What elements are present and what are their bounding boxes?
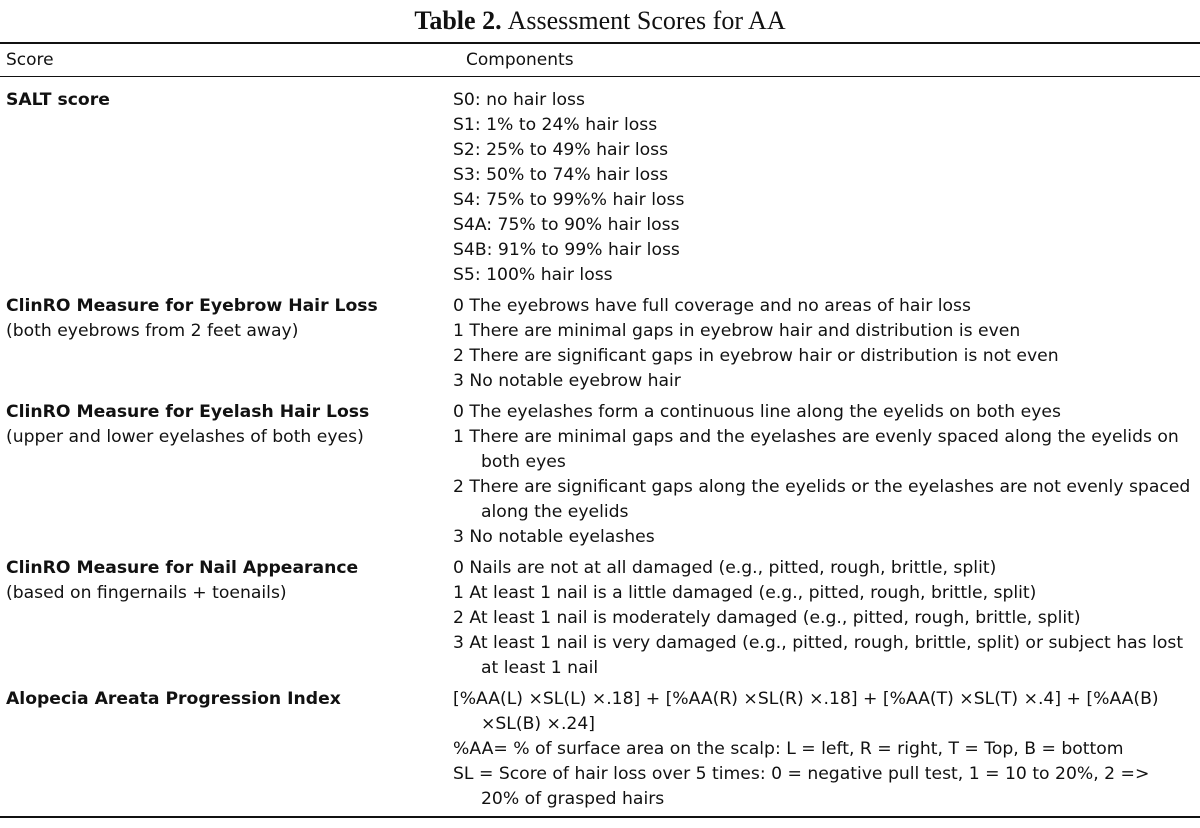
table-title bbox=[0, 0, 1200, 36]
score-subtitle: (both eyebrows from 2 feet away) bbox=[6, 321, 299, 341]
component-item: S3: 50% to 74% hair loss bbox=[453, 165, 669, 185]
score-cell bbox=[0, 687, 453, 812]
component-item: [%AA(L) ×SL(L) ×.18] + [%AA(R) ×SL(R) ×.18] + [%AA(T) ×SL(T) ×.4] + [%AA(B) ×SL(B) ×.24] bbox=[453, 689, 1159, 734]
components-cell bbox=[453, 400, 1191, 550]
header-rule bbox=[0, 76, 1200, 77]
component-item: S5: 100% hair loss bbox=[453, 265, 613, 285]
score-name: Alopecia Areata Progression Index bbox=[6, 689, 341, 709]
component-item: 3 No notable eyebrow hair bbox=[453, 371, 681, 391]
score-name: ClinRO Measure for Eyebrow Hair Loss bbox=[6, 296, 378, 316]
bottom-rule bbox=[0, 816, 1200, 818]
component-item: 1 There are minimal gaps and the eyelashes are evenly spaced along the eyelids on both eyes bbox=[453, 427, 1179, 472]
score-name: ClinRO Measure for Nail Appearance bbox=[6, 558, 359, 578]
score-cell bbox=[0, 556, 453, 681]
score-name: ClinRO Measure for Eyelash Hair Loss bbox=[6, 402, 370, 422]
table-row bbox=[0, 294, 1200, 394]
component-item: S4A: 75% to 90% hair loss bbox=[453, 215, 680, 235]
column-header-components: Components bbox=[466, 50, 574, 70]
table-number: Table 2. bbox=[414, 6, 502, 35]
component-item: S4B: 91% to 99% hair loss bbox=[453, 240, 680, 260]
component-item: %AA= % of surface area on the scalp: L = left, R = right, T = Top, B = bottom bbox=[453, 739, 1124, 759]
table-row bbox=[0, 400, 1200, 550]
table-caption: Assessment Scores for AA bbox=[507, 6, 786, 35]
components-cell bbox=[453, 294, 1191, 394]
score-cell bbox=[0, 88, 453, 288]
component-item: SL = Score of hair loss over 5 times: 0 = negative pull test, 1 = 10 to 20%, 2 => 20% of grasped hairs bbox=[453, 764, 1150, 809]
components-cell bbox=[453, 687, 1191, 812]
component-item: 2 There are significant gaps along the eyelids or the eyelashes are not evenly spaced along the eyelids bbox=[453, 477, 1191, 522]
component-item: 0 The eyebrows have full coverage and no areas of hair loss bbox=[453, 296, 971, 316]
component-item: S1: 1% to 24% hair loss bbox=[453, 115, 658, 135]
components-cell bbox=[453, 88, 1191, 288]
column-header-score: Score bbox=[6, 50, 54, 70]
table-body bbox=[0, 88, 1200, 818]
score-cell bbox=[0, 294, 453, 394]
component-item: 2 At least 1 nail is moderately damaged (e.g., pitted, rough, brittle, split) bbox=[453, 608, 1081, 628]
component-item: 0 The eyelashes form a continuous line along the eyelids on both eyes bbox=[453, 402, 1061, 422]
component-item: S4: 75% to 99%% hair loss bbox=[453, 190, 685, 210]
table-row bbox=[0, 556, 1200, 681]
component-item: 3 No notable eyelashes bbox=[453, 527, 655, 547]
component-item: 0 Nails are not at all damaged (e.g., pitted, rough, brittle, split) bbox=[453, 558, 997, 578]
top-rule bbox=[0, 42, 1200, 44]
component-item: 1 There are minimal gaps in eyebrow hair and distribution is even bbox=[453, 321, 1021, 341]
component-item: 2 There are significant gaps in eyebrow hair or distribution is not even bbox=[453, 346, 1059, 366]
table-row bbox=[0, 88, 1200, 288]
table-row bbox=[0, 687, 1200, 812]
component-item: S0: no hair loss bbox=[453, 90, 585, 110]
score-name: SALT score bbox=[6, 90, 110, 110]
score-subtitle: (based on fingernails + toenails) bbox=[6, 583, 287, 603]
components-cell bbox=[453, 556, 1191, 681]
score-subtitle: (upper and lower eyelashes of both eyes) bbox=[6, 427, 364, 447]
score-cell bbox=[0, 400, 453, 550]
component-item: S2: 25% to 49% hair loss bbox=[453, 140, 669, 160]
component-item: 3 At least 1 nail is very damaged (e.g., pitted, rough, brittle, split) or subject has lost at least 1 nail bbox=[453, 633, 1184, 678]
component-item: 1 At least 1 nail is a little damaged (e.g., pitted, rough, brittle, split) bbox=[453, 583, 1037, 603]
